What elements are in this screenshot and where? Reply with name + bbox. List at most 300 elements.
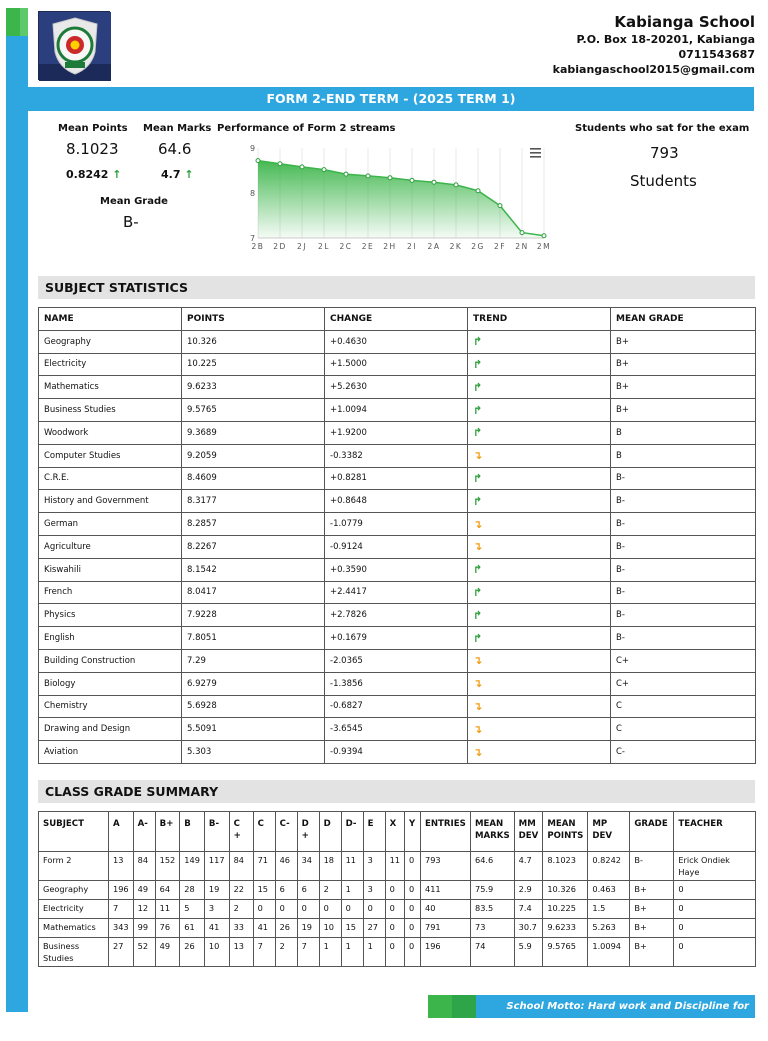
- table-cell: 2: [229, 900, 253, 919]
- table-cell: 0: [404, 938, 420, 967]
- trend-cell: [468, 444, 611, 467]
- table-row: [39, 376, 756, 399]
- column-header: GRADE: [630, 812, 674, 852]
- x-tick-label: 2C: [339, 242, 353, 251]
- series-area: [258, 161, 544, 238]
- subject-points: 8.4609: [182, 467, 325, 490]
- table-cell: 19: [297, 919, 319, 938]
- table-cell: B-: [630, 852, 674, 881]
- mean-points-change: 0.8242 ↑: [66, 168, 122, 181]
- trend-down-icon: ↴: [473, 677, 483, 691]
- table-cell: 2: [275, 938, 297, 967]
- trend-cell: [468, 627, 611, 650]
- column-header: MEAN GRADE: [611, 308, 756, 331]
- trend-up-icon: ↱: [473, 380, 483, 394]
- x-tick-label: 2H: [383, 242, 397, 251]
- x-tick-label: 2L: [318, 242, 330, 251]
- trend-up-icon: ↱: [473, 357, 483, 371]
- table-cell: B+: [630, 919, 674, 938]
- trend-cell: [468, 399, 611, 422]
- subject-name: French: [39, 581, 182, 604]
- column-header: A: [109, 812, 134, 852]
- subject-mean-grade: B+: [611, 399, 756, 422]
- subject-points: 5.5091: [182, 718, 325, 741]
- column-header: NAME: [39, 308, 182, 331]
- table-cell: 117: [204, 852, 229, 881]
- subject-name: German: [39, 513, 182, 536]
- column-header: D: [319, 812, 341, 852]
- table-cell: 10.225: [543, 900, 588, 919]
- trend-cell: [468, 718, 611, 741]
- table-cell: 11: [155, 900, 180, 919]
- column-header: POINTS: [182, 308, 325, 331]
- students-label: Students who sat for the exam: [575, 123, 750, 134]
- subject-change: +0.1679: [325, 627, 468, 650]
- table-cell: 0: [363, 900, 385, 919]
- table-cell: 5: [180, 900, 205, 919]
- subject-name: Building Construction: [39, 649, 182, 672]
- table-cell: 13: [109, 852, 134, 881]
- trend-cell: [468, 741, 611, 764]
- column-header: D-: [341, 812, 363, 852]
- subject-name: Drawing and Design: [39, 718, 182, 741]
- subject-name: Mathematics: [39, 376, 182, 399]
- subject-name: Chemistry: [39, 695, 182, 718]
- data-point[interactable]: [410, 178, 414, 182]
- table-cell: 15: [341, 919, 363, 938]
- table-row: [39, 330, 756, 353]
- trend-down-icon: ↴: [473, 722, 483, 736]
- table-cell: 5.263: [588, 919, 630, 938]
- school-info: [553, 13, 755, 77]
- class-grade-summary-table: [38, 811, 756, 967]
- data-point[interactable]: [300, 165, 304, 169]
- column-header: B: [180, 812, 205, 852]
- trend-down-icon: ↴: [473, 449, 483, 463]
- table-cell: Geography: [39, 881, 109, 900]
- table-header-row: [39, 308, 756, 331]
- table-cell: 18: [319, 852, 341, 881]
- column-header: TREND: [468, 308, 611, 331]
- subject-change: -3.6545: [325, 718, 468, 741]
- table-header-row: [39, 812, 756, 852]
- subject-change: +2.7826: [325, 604, 468, 627]
- subject-points: 5.303: [182, 741, 325, 764]
- table-cell: 75.9: [470, 881, 514, 900]
- table-cell: 7.4: [514, 900, 543, 919]
- table-cell: 1.5: [588, 900, 630, 919]
- column-header: E: [363, 812, 385, 852]
- column-header: C +: [229, 812, 253, 852]
- table-cell: 0: [674, 900, 756, 919]
- column-header: CHANGE: [325, 308, 468, 331]
- table-cell: 9.6233: [543, 919, 588, 938]
- table-cell: Form 2: [39, 852, 109, 881]
- table-cell: 196: [109, 881, 134, 900]
- subject-mean-grade: B: [611, 421, 756, 444]
- table-cell: 0: [404, 900, 420, 919]
- subject-mean-grade: B-: [611, 490, 756, 513]
- table-row: [39, 444, 756, 467]
- report-title: FORM 2-END TERM - (2025 TERM 1): [28, 87, 754, 111]
- x-tick-label: 2K: [449, 242, 463, 251]
- column-header: MM DEV: [514, 812, 543, 852]
- chart-title: Performance of Form 2 streams: [217, 123, 396, 134]
- data-point[interactable]: [366, 174, 370, 178]
- table-cell: 11: [341, 852, 363, 881]
- table-cell: 3: [363, 852, 385, 881]
- table-cell: 0.8242: [588, 852, 630, 881]
- students-count: 793: [650, 144, 679, 162]
- subject-statistics-heading: SUBJECT STATISTICS: [38, 276, 755, 299]
- school-logo: [38, 11, 110, 80]
- trend-cell: [468, 330, 611, 353]
- subject-mean-grade: C+: [611, 672, 756, 695]
- table-row: [39, 695, 756, 718]
- trend-cell: [468, 490, 611, 513]
- trend-cell: [468, 421, 611, 444]
- subject-mean-grade: C+: [611, 649, 756, 672]
- subject-points: 6.9279: [182, 672, 325, 695]
- trend-up-icon: ↱: [473, 403, 483, 417]
- data-point[interactable]: [476, 189, 480, 193]
- table-cell: 149: [180, 852, 205, 881]
- table-cell: Business Studies: [39, 938, 109, 967]
- table-cell: Electricity: [39, 900, 109, 919]
- table-cell: B+: [630, 938, 674, 967]
- table-cell: 0: [385, 881, 404, 900]
- table-cell: 9.5765: [543, 938, 588, 967]
- column-header: C-: [275, 812, 297, 852]
- x-tick-label: 2F: [493, 242, 507, 251]
- x-tick-label: 2E: [361, 242, 375, 251]
- data-point[interactable]: [542, 234, 546, 238]
- column-header: A-: [133, 812, 155, 852]
- trend-up-icon: ↱: [473, 563, 483, 577]
- arrow-up-icon: ↑: [112, 168, 122, 181]
- trend-cell: [468, 513, 611, 536]
- subject-mean-grade: B-: [611, 604, 756, 627]
- subject-points: 7.8051: [182, 627, 325, 650]
- table-cell: 71: [253, 852, 275, 881]
- data-point[interactable]: [322, 168, 326, 172]
- table-cell: 10.326: [543, 881, 588, 900]
- subject-name: Electricity: [39, 353, 182, 376]
- subject-mean-grade: B+: [611, 353, 756, 376]
- y-tick-label: 7: [250, 234, 256, 243]
- table-cell: 0: [341, 900, 363, 919]
- table-cell: 10: [319, 919, 341, 938]
- table-row: [39, 535, 756, 558]
- table-row: [39, 649, 756, 672]
- subject-name: Business Studies: [39, 399, 182, 422]
- table-cell: 2: [319, 881, 341, 900]
- subject-mean-grade: B-: [611, 627, 756, 650]
- table-row: [39, 604, 756, 627]
- table-row: [39, 741, 756, 764]
- subject-mean-grade: B+: [611, 330, 756, 353]
- table-cell: 7: [109, 900, 134, 919]
- table-cell: 4.7: [514, 852, 543, 881]
- subject-name: Physics: [39, 604, 182, 627]
- table-row: [39, 558, 756, 581]
- mean-points-value: 8.1023: [66, 140, 119, 158]
- trend-cell: [468, 535, 611, 558]
- subject-points: 5.6928: [182, 695, 325, 718]
- table-cell: 83.5: [470, 900, 514, 919]
- subject-points: 9.6233: [182, 376, 325, 399]
- table-cell: 11: [385, 852, 404, 881]
- trend-up-icon: ↱: [473, 585, 483, 599]
- subject-change: +0.8648: [325, 490, 468, 513]
- data-point[interactable]: [344, 172, 348, 176]
- mean-marks-label: Mean Marks: [143, 123, 212, 134]
- table-row: [39, 421, 756, 444]
- table-cell: 0: [253, 900, 275, 919]
- table-row: [39, 938, 756, 967]
- column-header: MEAN POINTS: [543, 812, 588, 852]
- table-cell: B+: [630, 900, 674, 919]
- x-tick-label: 2I: [407, 242, 417, 251]
- trend-cell: [468, 467, 611, 490]
- table-cell: 0: [674, 881, 756, 900]
- trend-up-icon: ↱: [473, 608, 483, 622]
- table-cell: 196: [420, 938, 470, 967]
- subject-change: +5.2630: [325, 376, 468, 399]
- subject-points: 7.9228: [182, 604, 325, 627]
- subject-change: +0.3590: [325, 558, 468, 581]
- subject-change: +1.5000: [325, 353, 468, 376]
- table-cell: 40: [420, 900, 470, 919]
- table-row: [39, 490, 756, 513]
- subject-change: +0.8281: [325, 467, 468, 490]
- x-tick-label: 2J: [297, 242, 307, 251]
- trend-cell: [468, 581, 611, 604]
- table-cell: 0: [404, 852, 420, 881]
- trend-down-icon: ↴: [473, 540, 483, 554]
- table-cell: 6: [297, 881, 319, 900]
- column-header: MEAN MARKS: [470, 812, 514, 852]
- mean-grade-value: B-: [123, 213, 139, 231]
- subject-mean-grade: B-: [611, 535, 756, 558]
- table-cell: 13: [229, 938, 253, 967]
- subject-points: 9.3689: [182, 421, 325, 444]
- hamburger-icon[interactable]: [530, 148, 541, 158]
- column-header: X: [385, 812, 404, 852]
- table-cell: 73: [470, 919, 514, 938]
- column-header: TEACHER: [674, 812, 756, 852]
- data-point[interactable]: [498, 204, 502, 208]
- table-cell: 411: [420, 881, 470, 900]
- trend-up-icon: ↱: [473, 471, 483, 485]
- table-cell: 0: [385, 919, 404, 938]
- data-point[interactable]: [454, 183, 458, 187]
- data-point[interactable]: [520, 231, 524, 235]
- trend-down-icon: ↴: [473, 745, 483, 759]
- x-tick-label: 2B: [251, 242, 265, 251]
- table-cell: 34: [297, 852, 319, 881]
- x-tick-label: 2N: [515, 242, 529, 251]
- subject-points: 8.0417: [182, 581, 325, 604]
- column-header: C: [253, 812, 275, 852]
- subject-points: 9.2059: [182, 444, 325, 467]
- subject-points: 8.3177: [182, 490, 325, 513]
- x-tick-label: 2M: [536, 242, 552, 251]
- subject-change: +1.9200: [325, 421, 468, 444]
- column-header: ENTRIES: [420, 812, 470, 852]
- subject-name: Computer Studies: [39, 444, 182, 467]
- table-cell: 7: [253, 938, 275, 967]
- subject-name: English: [39, 627, 182, 650]
- subject-change: +0.4630: [325, 330, 468, 353]
- table-cell: 0.463: [588, 881, 630, 900]
- table-cell: 1: [363, 938, 385, 967]
- table-cell: 10: [204, 938, 229, 967]
- table-cell: 343: [109, 919, 134, 938]
- table-cell: 6: [275, 881, 297, 900]
- subject-name: Agriculture: [39, 535, 182, 558]
- table-cell: 1.0094: [588, 938, 630, 967]
- school-address: P.O. Box 18-20201, Kabianga: [576, 33, 755, 46]
- subject-points: 8.2857: [182, 513, 325, 536]
- column-header: SUBJECT: [39, 812, 109, 852]
- trend-up-icon: ↱: [473, 631, 483, 645]
- table-row: [39, 467, 756, 490]
- mean-grade-label: Mean Grade: [100, 196, 168, 207]
- subject-name: History and Government: [39, 490, 182, 513]
- table-cell: 26: [180, 938, 205, 967]
- data-point[interactable]: [278, 162, 282, 166]
- table-cell: 0: [319, 900, 341, 919]
- trend-cell: [468, 604, 611, 627]
- subject-change: -0.3382: [325, 444, 468, 467]
- subject-name: Woodwork: [39, 421, 182, 444]
- table-cell: 15: [253, 881, 275, 900]
- table-cell: 33: [229, 919, 253, 938]
- footer-accent-green-dark: [452, 995, 476, 1018]
- school-motto: School Motto: Hard work and Discipline for success: [506, 1001, 749, 1035]
- mean-points-label: Mean Points: [58, 123, 128, 134]
- data-point[interactable]: [432, 180, 436, 184]
- table-cell: 7: [297, 938, 319, 967]
- table-cell: 61: [180, 919, 205, 938]
- stream-performance-chart: [244, 140, 550, 264]
- table-cell: 793: [420, 852, 470, 881]
- table-cell: 26: [275, 919, 297, 938]
- table-row: [39, 399, 756, 422]
- trend-up-icon: ↱: [473, 335, 483, 349]
- subject-name: Geography: [39, 330, 182, 353]
- table-cell: 0: [404, 919, 420, 938]
- subject-points: 10.326: [182, 330, 325, 353]
- subject-change: -1.3856: [325, 672, 468, 695]
- subject-statistics-table: [38, 307, 756, 764]
- column-header: D +: [297, 812, 319, 852]
- accent-bar-green-light: [20, 8, 28, 36]
- table-cell: 99: [133, 919, 155, 938]
- trend-up-icon: ↱: [473, 494, 483, 508]
- subject-change: +1.0094: [325, 399, 468, 422]
- table-cell: 22: [229, 881, 253, 900]
- table-row: [39, 353, 756, 376]
- mean-marks-value: 64.6: [158, 140, 192, 158]
- table-cell: 0: [385, 938, 404, 967]
- table-cell: 1: [341, 938, 363, 967]
- trend-down-icon: ↴: [473, 517, 483, 531]
- subject-points: 7.29: [182, 649, 325, 672]
- y-tick-label: 8: [250, 189, 256, 198]
- table-row: [39, 900, 756, 919]
- subject-change: -0.9124: [325, 535, 468, 558]
- table-cell: Erick Ondiek Haye: [674, 852, 756, 881]
- school-phone: 0711543687: [678, 48, 755, 61]
- column-header: Y: [404, 812, 420, 852]
- table-cell: 41: [204, 919, 229, 938]
- subject-points: 10.225: [182, 353, 325, 376]
- mean-marks-change: 4.7 ↑: [161, 168, 194, 181]
- table-row: [39, 627, 756, 650]
- table-cell: 27: [363, 919, 385, 938]
- trend-cell: [468, 558, 611, 581]
- table-cell: 64.6: [470, 852, 514, 881]
- subject-mean-grade: B-: [611, 558, 756, 581]
- table-cell: 46: [275, 852, 297, 881]
- table-cell: 64: [155, 881, 180, 900]
- table-cell: 49: [155, 938, 180, 967]
- table-cell: B+: [630, 881, 674, 900]
- table-row: [39, 919, 756, 938]
- subject-change: -0.9394: [325, 741, 468, 764]
- table-cell: 8.1023: [543, 852, 588, 881]
- table-cell: 0: [674, 919, 756, 938]
- table-row: [39, 852, 756, 881]
- subject-change: -2.0365: [325, 649, 468, 672]
- table-cell: 30.7: [514, 919, 543, 938]
- table-cell: 52: [133, 938, 155, 967]
- data-point[interactable]: [388, 176, 392, 180]
- x-tick-label: 2D: [273, 242, 287, 251]
- table-cell: 0: [275, 900, 297, 919]
- table-cell: 791: [420, 919, 470, 938]
- data-point[interactable]: [256, 159, 260, 163]
- table-row: [39, 718, 756, 741]
- subject-points: 9.5765: [182, 399, 325, 422]
- subject-points: 8.1542: [182, 558, 325, 581]
- trend-down-icon: ↴: [473, 654, 483, 668]
- table-cell: 41: [253, 919, 275, 938]
- subject-mean-grade: B: [611, 444, 756, 467]
- table-cell: 5.9: [514, 938, 543, 967]
- subject-mean-grade: C: [611, 695, 756, 718]
- table-cell: 84: [133, 852, 155, 881]
- subject-name: Aviation: [39, 741, 182, 764]
- table-cell: 2.9: [514, 881, 543, 900]
- trend-cell: [468, 649, 611, 672]
- trend-cell: [468, 353, 611, 376]
- table-cell: 1: [341, 881, 363, 900]
- subject-points: 8.2267: [182, 535, 325, 558]
- table-cell: 27: [109, 938, 134, 967]
- subject-change: -1.0779: [325, 513, 468, 536]
- column-header: B+: [155, 812, 180, 852]
- subject-mean-grade: B-: [611, 467, 756, 490]
- arrow-up-icon: ↑: [184, 168, 194, 181]
- subject-mean-grade: C-: [611, 741, 756, 764]
- subject-name: Kiswahili: [39, 558, 182, 581]
- table-cell: 0: [674, 938, 756, 967]
- table-cell: 3: [363, 881, 385, 900]
- table-cell: 74: [470, 938, 514, 967]
